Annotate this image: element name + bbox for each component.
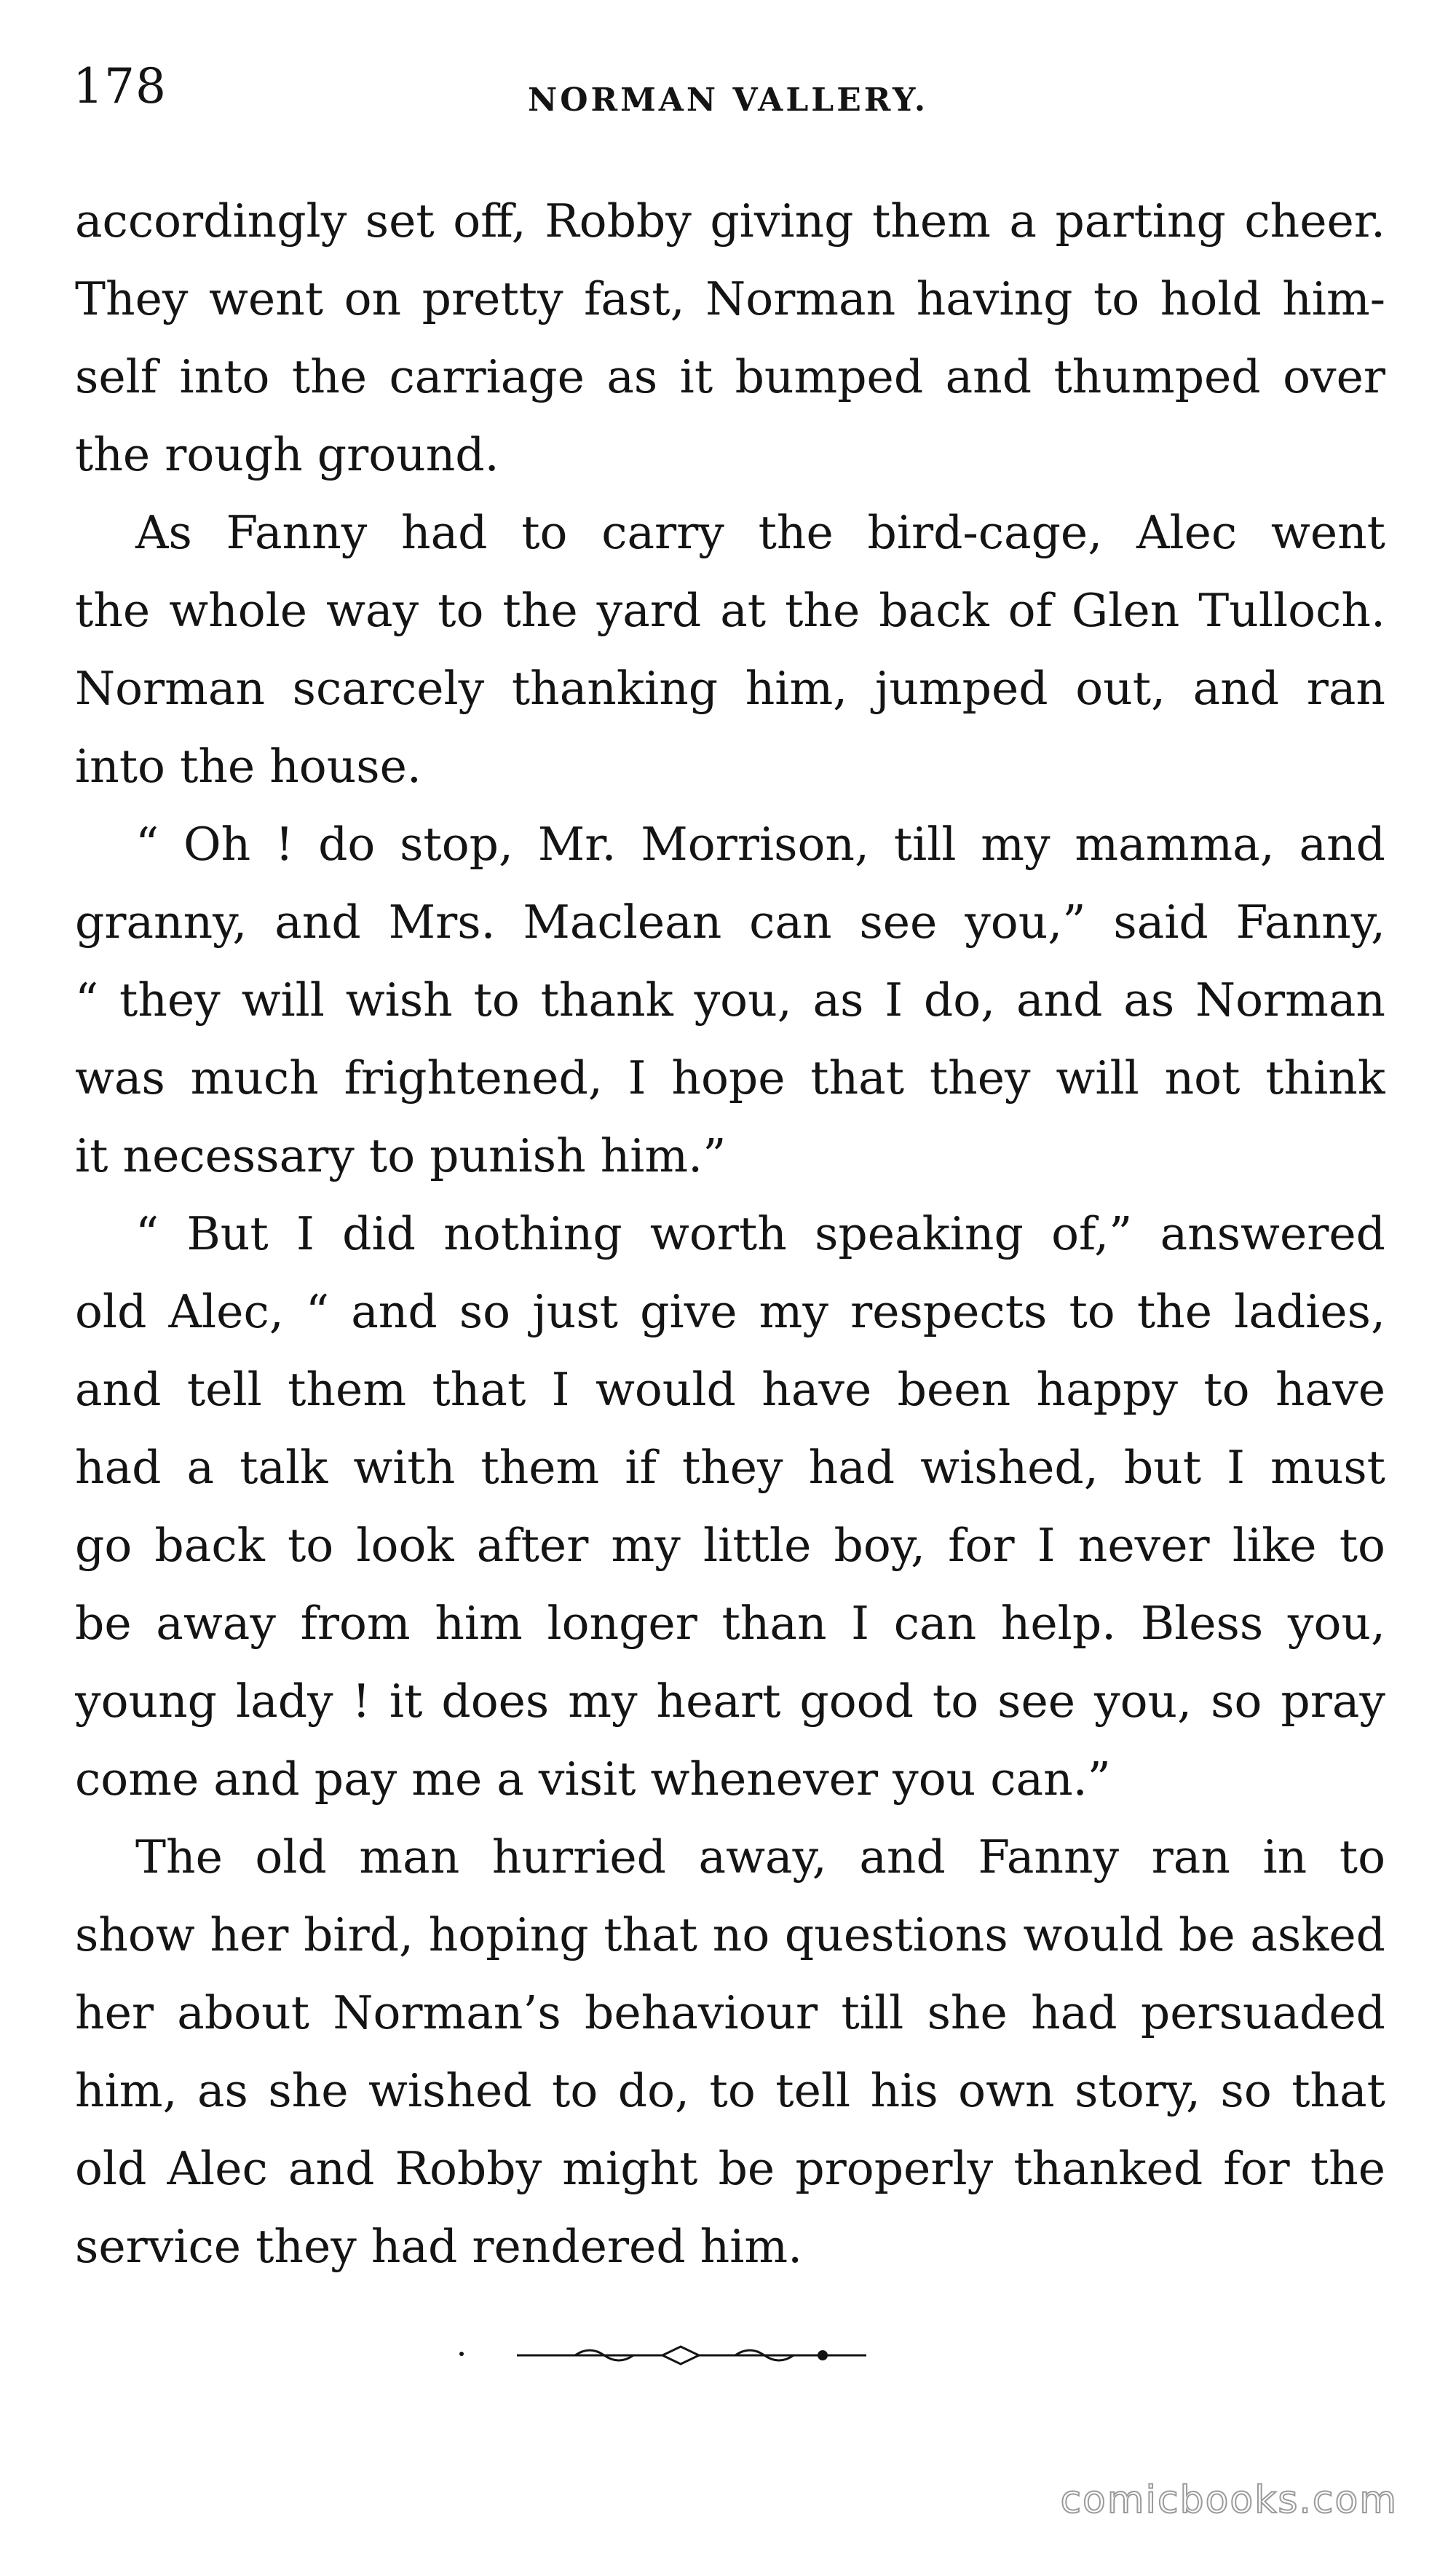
text-line: “ they will wish to thank you, as I do, and as Norman [75,973,1385,1027]
text-line: young lady ! it does my heart good to see you, so pray [75,1675,1385,1728]
text-line: go back to look after my little boy, for I never like to [75,1519,1385,1572]
text-line: him, as she wished to do, to tell his own story, so that [75,2064,1385,2117]
text-line: be away from him longer than I can help. Bless you, [75,1597,1385,1650]
text-line: was much frightened, I hope that they will not think [75,1051,1385,1104]
text-line: They went on pretty fast, Norman having to hold him- [75,272,1385,325]
paragraph-first-line: “ Oh ! do stop, Mr. Morrison, till my mamma, and [135,818,1385,871]
text-line: come and pay me a visit whenever you can.” [75,1752,1111,1806]
page-number: 178 [73,58,167,114]
tailpiece-ornament [444,2341,954,2370]
text-line: show her bird, hoping that no questions would be asked [75,1908,1385,1961]
text-line: it necessary to punish him.” [75,1129,727,1182]
text-line: Norman scarcely thanking him, jumped out, and ran [75,662,1385,715]
text-line: old Alec, “ and so just give my respects to the ladies, [75,1285,1385,1338]
text-line: granny, and Mrs. Maclean can see you,” said Fanny, [75,896,1385,949]
watermark: comicbooks.com [1060,2478,1398,2522]
paragraph-first-line: As Fanny had to carry the bird-cage, Alec went [135,506,1385,559]
text-line: the rough ground. [75,428,499,481]
paragraph-first-line: The old man hurried away, and Fanny ran in to [135,1830,1385,1884]
running-title: NORMAN VALLERY. [527,82,929,119]
text-line: her about Norman’s behaviour till she had persuaded [75,1986,1385,2039]
text-line: self into the carriage as it bumped and thumped over [75,350,1385,403]
text-line: service they had rendered him. [75,2220,803,2273]
text-line: the whole way to the yard at the back of Glen Tulloch. [75,584,1385,637]
paragraph-first-line: “ But I did nothing worth speaking of,” answered [135,1207,1385,1260]
body-text [75,182,1385,2285]
text-line: old Alec and Robby might be properly thanked for the [75,2142,1385,2195]
text-line: into the house. [75,740,422,793]
text-line: and tell them that I would have been happy to have [75,1363,1385,1416]
text-line: accordingly set off, Robby giving them a parting cheer. [75,194,1385,248]
text-line: had a talk with them if they had wished, but I must [75,1441,1385,1494]
